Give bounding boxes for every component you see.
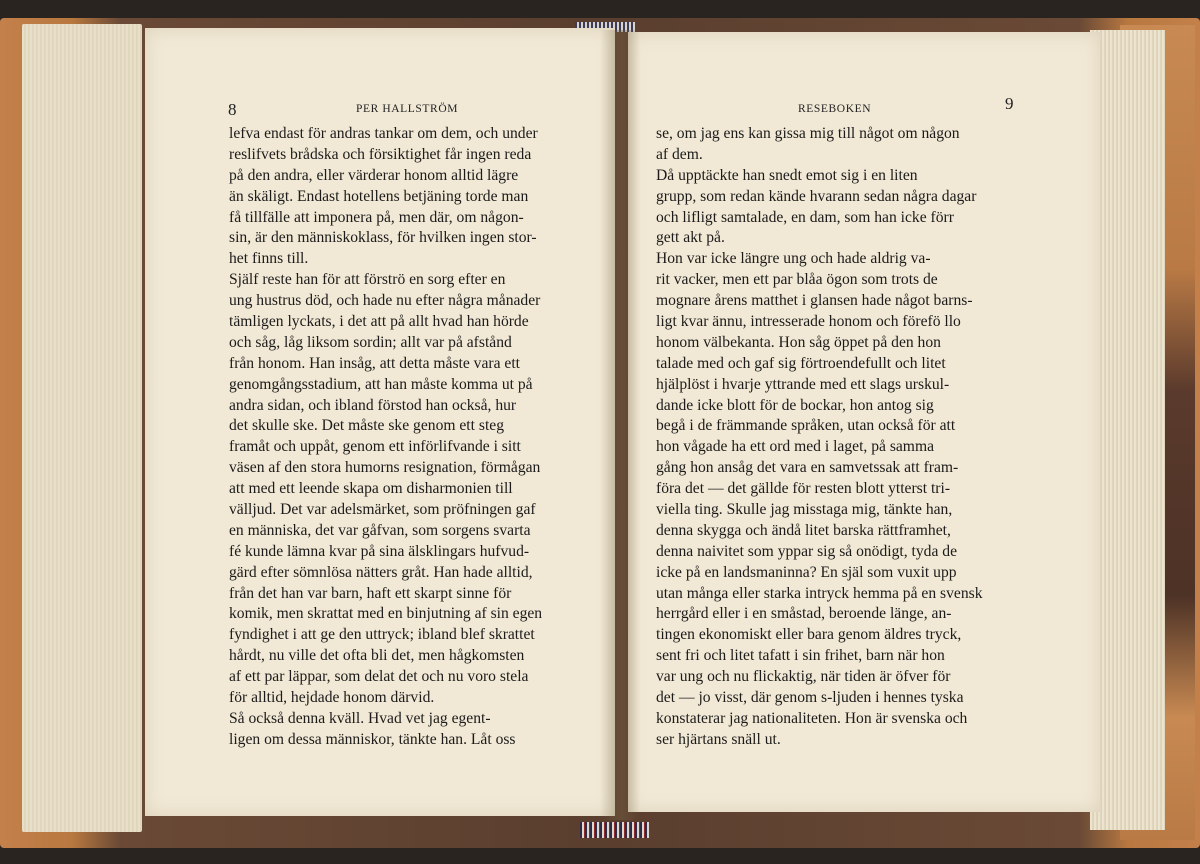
- text-line: grupp, som redan kände hvarann sedan några dagar: [656, 187, 977, 205]
- tailband: [580, 822, 650, 838]
- right-page-number: 9: [1005, 94, 1014, 113]
- text-line: från det han var barn, haft ett skarpt sinne för: [229, 584, 512, 602]
- text-line: honom välbekanta. Hon såg öppet på den hon: [656, 333, 941, 351]
- text-line: andra sidan, och ibland förstod han också, hur: [229, 396, 517, 414]
- text-line: att med ett leende skapa om disharmonien till: [229, 480, 513, 498]
- text-line: talade med och gaf sig förtroendefullt och litet: [656, 354, 946, 372]
- text-line: hårdt, nu ville det ofta bli det, men hågkomsten: [229, 647, 525, 665]
- text-line: gärd efter sömnlösa nätters gråt. Han hade alltid,: [229, 563, 533, 581]
- text-line: än skäligt. Endast hotellens betjäning torde man: [229, 187, 529, 205]
- text-line: det skulle ske. Det måste ske genom ett steg: [229, 417, 504, 435]
- text-line: det — jo visst, där genom s-ljuden i hennes tyska: [656, 689, 964, 707]
- text-line: sin, är den människoklass, för hvilken ingen stor-: [229, 229, 537, 247]
- book-gutter: [600, 30, 640, 820]
- text-line: begå i de främmande språken, utan också för att: [656, 417, 956, 435]
- text-line: från honom. Han insåg, att detta måste vara ett: [229, 354, 520, 372]
- text-line: ung hustrus död, och hade nu efter några månader: [229, 292, 541, 310]
- text-line: reslifvets brådska och försiktighet får ingen reda: [229, 145, 532, 163]
- text-line: välljud. Det var adelsmärket, som pröfningen gaf: [229, 501, 536, 519]
- text-line: sent fri och litet tafatt i sin frihet, barn när hon: [656, 647, 945, 665]
- text-line: viella ting. Skulle jag misstaga mig, tänkte han,: [656, 501, 953, 519]
- text-line: Hon var icke längre ung och hade aldrig va-: [656, 250, 931, 268]
- text-line: på den andra, eller värderar honom alltid lägre: [229, 166, 519, 184]
- right-page-stack-edge: [1090, 30, 1165, 830]
- text-line: få tillfälle att imponera på, men där, om någon-: [229, 208, 524, 226]
- text-line: Själf reste han för att förströ en sorg efter en: [229, 271, 506, 289]
- left-running-head: PER HALLSTRÖM: [356, 103, 459, 115]
- right-running-head: RESEBOKEN: [798, 103, 872, 115]
- text-line: lefva endast för andras tankar om dem, och under: [229, 125, 538, 142]
- text-line: var ung och nu flickaktig, när tiden är öfver för: [656, 668, 951, 686]
- text-line: het finns till.: [229, 250, 309, 268]
- text-line: denna skygga och ändå litet barska rättframhet,: [656, 521, 951, 539]
- text-line: en människa, det var gåfvan, som sorgens svarta: [229, 521, 531, 539]
- text-line: framåt och uppåt, genom ett införlifvande i sitt: [229, 438, 521, 456]
- text-line: herrgård eller i en småstad, beroende länge, an-: [656, 605, 952, 623]
- left-page-stack-edge: [22, 24, 142, 832]
- text-line: föra det — det gällde för resten blott ytterst tri-: [656, 480, 951, 498]
- text-line: konstaterar jag nationaliteten. Hon är svenska och: [656, 709, 968, 727]
- text-line: hon vågade ha ett ord med i laget, på samma: [656, 438, 934, 456]
- left-page-text: [229, 124, 589, 751]
- text-line: gång hon ansåg det vara en samvetssak att fram-: [656, 459, 959, 477]
- text-line: ligt kvar ännu, intresserade honom och förefö llo: [656, 313, 961, 331]
- text-line: komik, men skrattat med en binjutning af sin egen: [229, 605, 543, 623]
- text-line: för alltid, hejdade honom därvid.: [229, 689, 435, 707]
- text-line: Så också denna kväll. Hvad vet jag egent-: [229, 709, 491, 727]
- text-line: tingen ekonomiskt eller bara genom äldres tryck,: [656, 626, 962, 644]
- text-line: tämligen lyckats, i det att på allt hvad han hörde: [229, 313, 529, 331]
- text-line: dande icke blott för de bockar, hon antog sig: [656, 396, 934, 414]
- text-line: rit vacker, men ett par blåa ögon som trots de: [656, 271, 938, 289]
- text-line: ser hjärtans snäll ut.: [656, 730, 781, 748]
- text-line: icke på en landsmaninna? En själ som vuxit upp: [656, 563, 957, 581]
- text-line: hjälplöst i hvarje yttrande med ett slags urskul-: [656, 375, 950, 393]
- text-line: gett akt på.: [656, 229, 725, 247]
- text-line: väsen af den stora humorns resignation, förmågan: [229, 459, 541, 477]
- text-line: fyndighet i att ge den uttryck; ibland blef skrattet: [229, 626, 535, 644]
- text-line: af ett par läppar, som delat det och nu voro stela: [229, 668, 529, 686]
- text-line: Då upptäckte han snedt emot sig i en liten: [656, 166, 918, 184]
- text-line: genomgångsstadium, att han måste komma ut på: [229, 375, 533, 393]
- text-line: se, om jag ens kan gissa mig till något om någon: [656, 125, 960, 142]
- text-line: och såg, låg liksom sordin; allt var på afstånd: [229, 333, 512, 351]
- text-line: fé kunde lämna kvar på sina älsklingars hufvud-: [229, 542, 530, 560]
- right-page-text: [656, 124, 1018, 751]
- text-line: af dem.: [656, 145, 703, 163]
- text-line: mognare årens matthet i glansen hade något barns-: [656, 292, 973, 310]
- text-line: och lifligt samtalade, en dam, som han icke förr: [656, 208, 954, 226]
- left-page-number: 8: [228, 100, 237, 119]
- text-line: utan många eller starka intryck hemma på en svensk: [656, 584, 983, 602]
- text-line: ligen om dessa människor, tänkte han. Låt oss: [229, 730, 516, 748]
- text-line: denna naivitet som yppar sig så onödigt, tyda de: [656, 542, 957, 560]
